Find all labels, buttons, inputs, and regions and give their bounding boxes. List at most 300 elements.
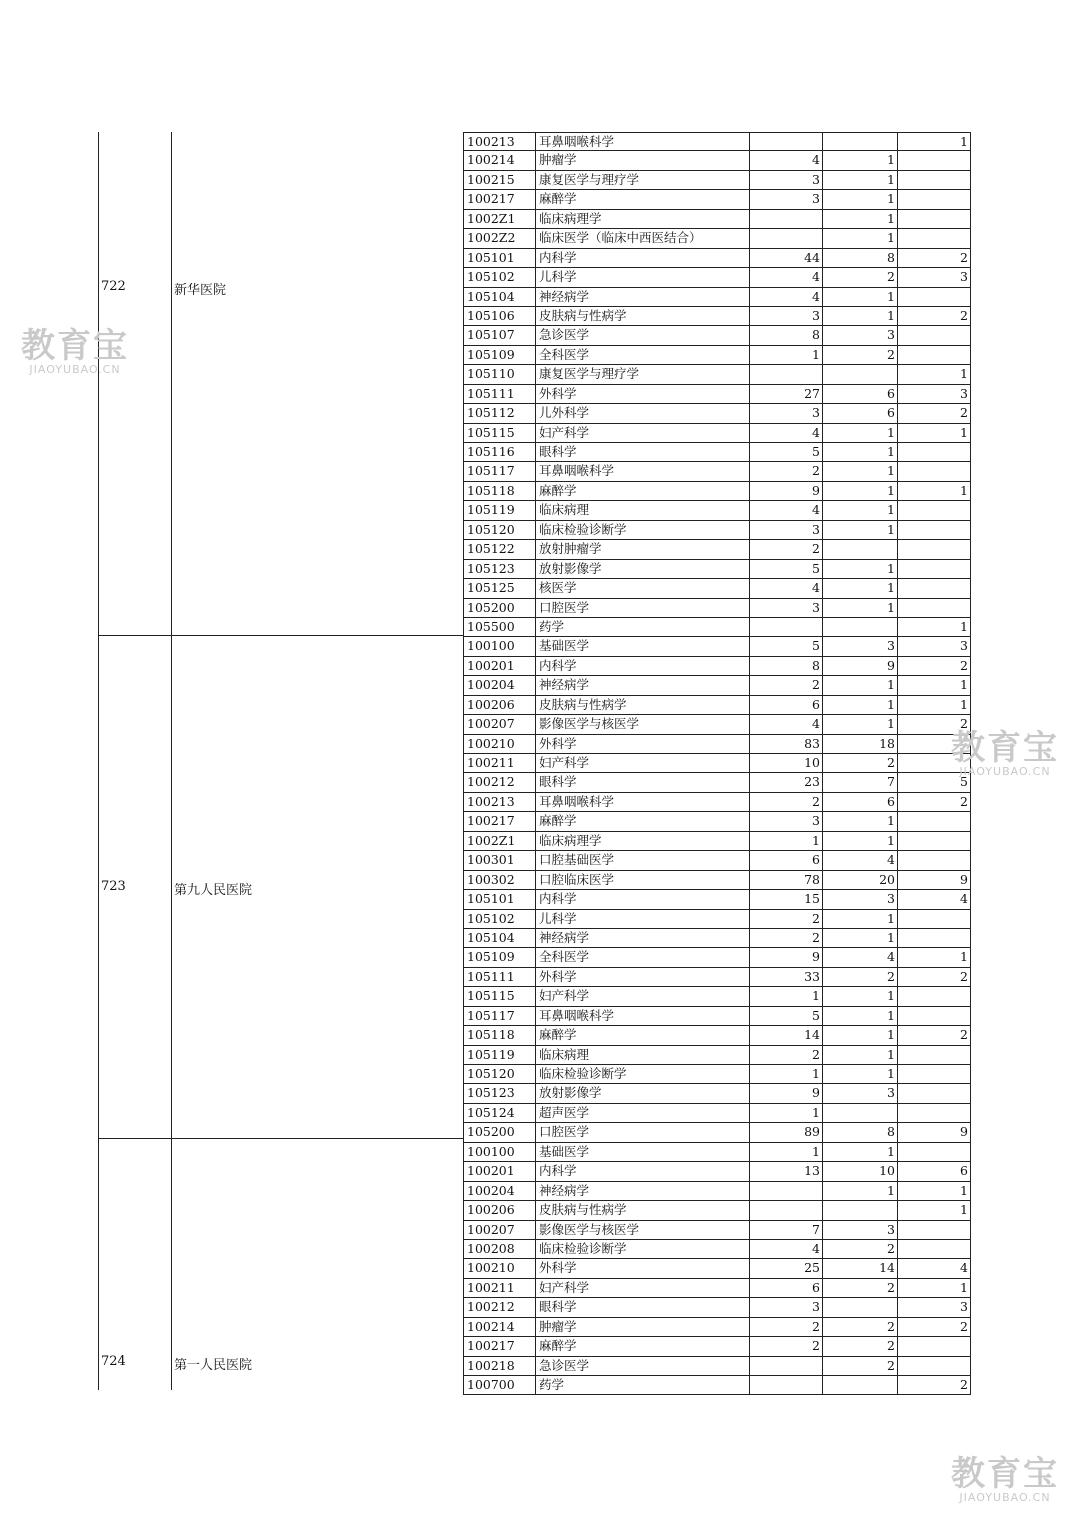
cell-count-c: 1 xyxy=(898,1182,971,1200)
cell-count-a: 33 xyxy=(750,968,823,986)
table-row xyxy=(463,1279,971,1298)
cell-count-c xyxy=(898,1084,971,1102)
cell-code: 105117 xyxy=(463,462,536,480)
cell-count-b: 10 xyxy=(823,1162,898,1180)
cell-count-b: 1 xyxy=(823,696,898,714)
cell-name: 皮肤病与性病学 xyxy=(536,1201,750,1219)
group-code: 724 xyxy=(101,1354,126,1369)
cell-count-c: 1 xyxy=(898,424,971,442)
table-row xyxy=(463,268,971,287)
cell-name: 外科学 xyxy=(536,385,750,403)
cell-count-a: 10 xyxy=(750,754,823,772)
cell-count-c xyxy=(898,521,971,539)
cell-count-a: 5 xyxy=(750,560,823,578)
cell-count-a xyxy=(750,1182,823,1200)
cell-name: 耳鼻咽喉科学 xyxy=(536,793,750,811)
cell-code: 1002Z2 xyxy=(463,229,536,247)
cell-count-b: 1 xyxy=(823,288,898,306)
cell-code: 105115 xyxy=(463,987,536,1005)
cell-code: 100215 xyxy=(463,171,536,189)
table-row xyxy=(463,773,971,792)
group-name: 第一人民医院 xyxy=(174,1358,253,1373)
cell-count-b: 1 xyxy=(823,812,898,830)
cell-count-a: 1 xyxy=(750,987,823,1005)
cell-code: 105119 xyxy=(463,501,536,519)
cell-name: 妇产科学 xyxy=(536,987,750,1005)
cell-code: 100204 xyxy=(463,676,536,694)
cell-count-b: 2 xyxy=(823,968,898,986)
cell-count-a: 1 xyxy=(750,1104,823,1122)
cell-count-b xyxy=(823,1298,898,1316)
cell-count-c: 2 xyxy=(898,404,971,422)
cell-count-a xyxy=(750,1357,823,1375)
group-separator xyxy=(98,1138,464,1139)
cell-count-b: 1 xyxy=(823,482,898,500)
cell-code: 105119 xyxy=(463,1046,536,1064)
table-row xyxy=(463,890,971,909)
cell-count-a: 4 xyxy=(750,1240,823,1258)
cell-count-b: 1 xyxy=(823,501,898,519)
table-row xyxy=(463,229,971,248)
cell-code: 100212 xyxy=(463,1298,536,1316)
cell-count-c: 3 xyxy=(898,385,971,403)
table-row xyxy=(463,443,971,462)
cell-code: 100208 xyxy=(463,1240,536,1258)
cell-code: 100301 xyxy=(463,851,536,869)
cell-code: 100217 xyxy=(463,190,536,208)
cell-count-a: 2 xyxy=(750,1318,823,1336)
cell-name: 影像医学与核医学 xyxy=(536,1221,750,1239)
cell-code: 105500 xyxy=(463,618,536,636)
table-row xyxy=(463,1162,971,1181)
table-row xyxy=(463,735,971,754)
cell-count-c xyxy=(898,560,971,578)
cell-name: 口腔医学 xyxy=(536,599,750,617)
cell-count-b: 3 xyxy=(823,637,898,655)
cell-count-a: 4 xyxy=(750,501,823,519)
cell-count-b xyxy=(823,1104,898,1122)
group-code: 722 xyxy=(101,279,126,294)
watermark-sub: JIAOYUBAO.CN xyxy=(29,363,121,376)
cell-count-a: 3 xyxy=(750,1298,823,1316)
cell-code: 1002Z1 xyxy=(463,832,536,850)
table-row xyxy=(463,1298,971,1317)
cell-count-c xyxy=(898,1046,971,1064)
cell-count-b xyxy=(823,618,898,636)
cell-count-a: 5 xyxy=(750,637,823,655)
table-row xyxy=(463,812,971,831)
cell-count-c xyxy=(898,910,971,928)
cell-code: 100211 xyxy=(463,754,536,772)
table-row xyxy=(463,171,971,190)
cell-name: 放射肿瘤学 xyxy=(536,540,750,558)
cell-code: 105117 xyxy=(463,1007,536,1025)
cell-name: 影像医学与核医学 xyxy=(536,715,750,733)
cell-name: 临床检验诊断学 xyxy=(536,1065,750,1083)
cell-count-a: 3 xyxy=(750,404,823,422)
cell-count-a: 3 xyxy=(750,521,823,539)
cell-name: 耳鼻咽喉科学 xyxy=(536,1007,750,1025)
cell-count-a: 27 xyxy=(750,385,823,403)
cell-code: 105102 xyxy=(463,268,536,286)
cell-code: 100210 xyxy=(463,735,536,753)
cell-name: 妇产科学 xyxy=(536,1279,750,1297)
cell-count-c: 1 xyxy=(898,1279,971,1297)
cell-count-c: 1 xyxy=(898,948,971,966)
cell-count-a: 15 xyxy=(750,890,823,908)
cell-name: 眼科学 xyxy=(536,1298,750,1316)
cell-code: 100213 xyxy=(463,793,536,811)
cell-name: 神经病学 xyxy=(536,929,750,947)
watermark-text: 教育宝 xyxy=(21,326,129,366)
table-row xyxy=(463,851,971,870)
cell-code: 105109 xyxy=(463,346,536,364)
cell-count-b: 1 xyxy=(823,832,898,850)
cell-name: 临床检验诊断学 xyxy=(536,521,750,539)
table-row xyxy=(463,754,971,773)
cell-count-a: 3 xyxy=(750,171,823,189)
table-row xyxy=(463,249,971,268)
data-table xyxy=(463,132,971,1395)
cell-count-b: 2 xyxy=(823,268,898,286)
cell-count-b xyxy=(823,133,898,150)
cell-count-b: 2 xyxy=(823,1240,898,1258)
cell-count-b: 1 xyxy=(823,579,898,597)
cell-count-a: 44 xyxy=(750,249,823,267)
cell-name: 内科学 xyxy=(536,249,750,267)
table-row xyxy=(463,676,971,695)
watermark-sub: JIAOYUBAO.CN xyxy=(959,765,1051,778)
cell-count-c xyxy=(898,1240,971,1258)
table-row xyxy=(463,385,971,404)
table-row xyxy=(463,968,971,987)
cell-count-b: 1 xyxy=(823,987,898,1005)
cell-count-a: 6 xyxy=(750,1279,823,1297)
cell-name: 口腔医学 xyxy=(536,1123,750,1141)
cell-name: 儿科学 xyxy=(536,268,750,286)
cell-code: 105200 xyxy=(463,599,536,617)
cell-count-a: 3 xyxy=(750,599,823,617)
cell-count-b: 3 xyxy=(823,326,898,344)
cell-count-c xyxy=(898,1104,971,1122)
cell-count-a xyxy=(750,229,823,247)
cell-name: 儿科学 xyxy=(536,910,750,928)
cell-name: 口腔临床医学 xyxy=(536,871,750,889)
cell-count-c xyxy=(898,579,971,597)
table-row xyxy=(463,1065,971,1084)
cell-count-a: 2 xyxy=(750,910,823,928)
cell-code: 105116 xyxy=(463,443,536,461)
table-row xyxy=(463,832,971,851)
cell-count-c xyxy=(898,462,971,480)
table-row xyxy=(463,1318,971,1337)
group-name: 第九人民医院 xyxy=(174,883,253,898)
cell-count-b: 2 xyxy=(823,754,898,772)
cell-count-b: 1 xyxy=(823,521,898,539)
cell-count-b: 1 xyxy=(823,929,898,947)
cell-count-a: 5 xyxy=(750,1007,823,1025)
cell-name: 麻醉学 xyxy=(536,190,750,208)
table-row xyxy=(463,637,971,656)
cell-count-b: 20 xyxy=(823,871,898,889)
cell-count-c xyxy=(898,1143,971,1161)
cell-count-a xyxy=(750,210,823,228)
cell-count-c: 2 xyxy=(898,1026,971,1044)
cell-name: 外科学 xyxy=(536,735,750,753)
cell-count-c: 2 xyxy=(898,793,971,811)
cell-count-b: 1 xyxy=(823,910,898,928)
cell-name: 外科学 xyxy=(536,1259,750,1277)
cell-name: 耳鼻咽喉科学 xyxy=(536,462,750,480)
watermark-text: 教育宝 xyxy=(951,728,1059,768)
table-row xyxy=(463,1337,971,1356)
table-row xyxy=(463,1182,971,1201)
cell-count-b: 6 xyxy=(823,385,898,403)
watermark-sub: JIAOYUBAO.CN xyxy=(959,1491,1051,1504)
cell-count-b: 2 xyxy=(823,1357,898,1375)
cell-count-a: 1 xyxy=(750,346,823,364)
cell-code: 100217 xyxy=(463,812,536,830)
cell-name: 急诊医学 xyxy=(536,326,750,344)
cell-code: 105107 xyxy=(463,326,536,344)
cell-code: 100201 xyxy=(463,1162,536,1180)
cell-count-c: 9 xyxy=(898,1123,971,1141)
cell-code: 105101 xyxy=(463,890,536,908)
cell-count-a xyxy=(750,1201,823,1219)
watermark-logo xyxy=(946,730,1064,778)
table-row xyxy=(463,793,971,812)
cell-code: 105104 xyxy=(463,929,536,947)
cell-code: 100213 xyxy=(463,133,536,150)
table-row xyxy=(463,365,971,384)
watermark-logo xyxy=(16,328,134,376)
cell-count-c: 2 xyxy=(898,249,971,267)
cell-name: 肿瘤学 xyxy=(536,1318,750,1336)
table-row xyxy=(463,521,971,540)
table-row xyxy=(463,1357,971,1376)
cell-code: 105123 xyxy=(463,560,536,578)
cell-name: 临床检验诊断学 xyxy=(536,1240,750,1258)
cell-count-c xyxy=(898,1007,971,1025)
cell-name: 皮肤病与性病学 xyxy=(536,696,750,714)
cell-code: 1002Z1 xyxy=(463,210,536,228)
cell-count-a: 2 xyxy=(750,462,823,480)
cell-code: 105115 xyxy=(463,424,536,442)
table-row xyxy=(463,1221,971,1240)
watermark-logo xyxy=(946,1456,1064,1504)
table-row xyxy=(463,1007,971,1026)
table-row xyxy=(463,618,971,637)
cell-count-b: 8 xyxy=(823,1123,898,1141)
cell-name: 药学 xyxy=(536,1376,750,1394)
cell-name: 临床病理学 xyxy=(536,210,750,228)
cell-name: 内科学 xyxy=(536,657,750,675)
cell-count-a: 89 xyxy=(750,1123,823,1141)
table-row xyxy=(463,462,971,481)
cell-count-b: 1 xyxy=(823,210,898,228)
cell-code: 105120 xyxy=(463,521,536,539)
cell-name: 临床病理学 xyxy=(536,832,750,850)
cell-count-a: 3 xyxy=(750,190,823,208)
cell-count-a: 83 xyxy=(750,735,823,753)
cell-code: 100204 xyxy=(463,1182,536,1200)
cell-code: 105104 xyxy=(463,288,536,306)
cell-name: 全科医学 xyxy=(536,346,750,364)
cell-count-a: 3 xyxy=(750,307,823,325)
table-row xyxy=(463,987,971,1006)
cell-name: 肿瘤学 xyxy=(536,151,750,169)
table-row xyxy=(463,871,971,890)
table-row xyxy=(463,346,971,365)
cell-code: 105101 xyxy=(463,249,536,267)
cell-count-a: 2 xyxy=(750,676,823,694)
cell-count-b: 8 xyxy=(823,249,898,267)
cell-code: 100100 xyxy=(463,1143,536,1161)
cell-name: 妇产科学 xyxy=(536,424,750,442)
cell-code: 100214 xyxy=(463,1318,536,1336)
group-separator xyxy=(98,635,464,636)
cell-count-a: 13 xyxy=(750,1162,823,1180)
cell-count-c: 1 xyxy=(898,618,971,636)
cell-name: 皮肤病与性病学 xyxy=(536,307,750,325)
cell-name: 眼科学 xyxy=(536,773,750,791)
table-row xyxy=(463,326,971,345)
cell-code: 105200 xyxy=(463,1123,536,1141)
cell-count-c: 3 xyxy=(898,268,971,286)
table-row xyxy=(463,1201,971,1220)
cell-count-a xyxy=(750,1376,823,1394)
cell-count-c: 3 xyxy=(898,1298,971,1316)
cell-code: 100218 xyxy=(463,1357,536,1375)
cell-count-c xyxy=(898,1065,971,1083)
cell-count-a xyxy=(750,618,823,636)
cell-code: 105118 xyxy=(463,1026,536,1044)
cell-count-c xyxy=(898,1357,971,1375)
cell-count-b: 3 xyxy=(823,1084,898,1102)
cell-count-a: 2 xyxy=(750,793,823,811)
cell-count-a xyxy=(750,365,823,383)
cell-count-a: 7 xyxy=(750,1221,823,1239)
table-row xyxy=(463,307,971,326)
cell-name: 基础医学 xyxy=(536,637,750,655)
cell-name: 内科学 xyxy=(536,890,750,908)
cell-count-c xyxy=(898,346,971,364)
cell-count-c xyxy=(898,812,971,830)
cell-count-c xyxy=(898,832,971,850)
cell-count-b xyxy=(823,540,898,558)
cell-count-c xyxy=(898,987,971,1005)
cell-name: 临床病理 xyxy=(536,1046,750,1064)
cell-count-c: 9 xyxy=(898,871,971,889)
cell-count-a: 1 xyxy=(750,832,823,850)
cell-count-c: 2 xyxy=(898,715,971,733)
cell-count-b: 1 xyxy=(823,443,898,461)
cell-count-a: 25 xyxy=(750,1259,823,1277)
cell-count-c xyxy=(898,326,971,344)
cell-count-c: 3 xyxy=(898,637,971,655)
cell-code: 105106 xyxy=(463,307,536,325)
cell-count-c: 4 xyxy=(898,890,971,908)
cell-count-a: 1 xyxy=(750,1065,823,1083)
cell-count-a: 23 xyxy=(750,773,823,791)
cell-name: 药学 xyxy=(536,618,750,636)
cell-count-b xyxy=(823,1376,898,1394)
cell-count-c xyxy=(898,190,971,208)
cell-code: 105122 xyxy=(463,540,536,558)
cell-code: 100206 xyxy=(463,1201,536,1219)
group-left-border xyxy=(98,132,99,1390)
cell-code: 105110 xyxy=(463,365,536,383)
cell-name: 超声医学 xyxy=(536,1104,750,1122)
cell-count-a: 9 xyxy=(750,1084,823,1102)
table-row xyxy=(463,482,971,501)
cell-count-a: 9 xyxy=(750,948,823,966)
table-row xyxy=(463,1084,971,1103)
cell-name: 神经病学 xyxy=(536,676,750,694)
cell-name: 麻醉学 xyxy=(536,1026,750,1044)
cell-count-a: 4 xyxy=(750,424,823,442)
cell-name: 麻醉学 xyxy=(536,482,750,500)
cell-code: 100210 xyxy=(463,1259,536,1277)
cell-name: 康复医学与理疗学 xyxy=(536,171,750,189)
cell-count-a: 6 xyxy=(750,851,823,869)
cell-count-a: 14 xyxy=(750,1026,823,1044)
table-row xyxy=(463,190,971,209)
cell-count-b: 1 xyxy=(823,171,898,189)
cell-count-b: 2 xyxy=(823,1337,898,1355)
table-row xyxy=(463,929,971,948)
cell-count-b: 4 xyxy=(823,851,898,869)
table-row xyxy=(463,1046,971,1065)
cell-code: 100201 xyxy=(463,657,536,675)
cell-name: 耳鼻咽喉科学 xyxy=(536,133,750,150)
cell-count-a: 6 xyxy=(750,696,823,714)
cell-name: 神经病学 xyxy=(536,288,750,306)
cell-count-b: 1 xyxy=(823,715,898,733)
cell-count-c xyxy=(898,151,971,169)
table-row xyxy=(463,424,971,443)
cell-count-a: 1 xyxy=(750,1143,823,1161)
cell-name: 妇产科学 xyxy=(536,754,750,772)
table-row xyxy=(463,288,971,307)
cell-count-a: 9 xyxy=(750,482,823,500)
cell-name: 外科学 xyxy=(536,968,750,986)
cell-name: 口腔基础医学 xyxy=(536,851,750,869)
cell-count-a: 2 xyxy=(750,540,823,558)
group-code: 723 xyxy=(101,879,126,894)
cell-count-c xyxy=(898,210,971,228)
table-row xyxy=(463,579,971,598)
cell-count-a xyxy=(750,133,823,150)
table-row xyxy=(463,132,971,151)
cell-name: 临床医学（临床中西医结合） xyxy=(536,229,750,247)
cell-count-b: 14 xyxy=(823,1259,898,1277)
cell-count-a: 3 xyxy=(750,812,823,830)
cell-count-b: 1 xyxy=(823,1026,898,1044)
cell-count-b: 3 xyxy=(823,1221,898,1239)
cell-count-b: 1 xyxy=(823,1182,898,1200)
cell-count-b: 7 xyxy=(823,773,898,791)
cell-name: 眼科学 xyxy=(536,443,750,461)
cell-count-c: 1 xyxy=(898,365,971,383)
cell-count-a: 2 xyxy=(750,1046,823,1064)
cell-code: 100207 xyxy=(463,715,536,733)
cell-code: 100700 xyxy=(463,1376,536,1394)
cell-code: 105120 xyxy=(463,1065,536,1083)
cell-code: 100206 xyxy=(463,696,536,714)
cell-count-b: 1 xyxy=(823,599,898,617)
cell-count-b: 3 xyxy=(823,890,898,908)
